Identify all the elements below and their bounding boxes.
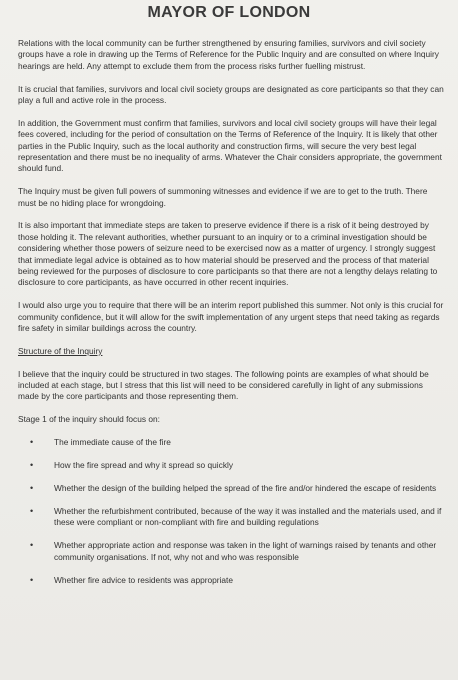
list-item — [18, 460, 444, 471]
list-item-text: Whether appropriate action and response was taken in the light of warnings raised by tenants and other community organisations. If not, why not and who was responsible — [54, 540, 437, 562]
list-item — [18, 540, 444, 563]
bullet-icon: • — [30, 574, 34, 585]
list-item-text: Whether the refurbishment contributed, because of the way it was installed and the materials used, and if these were compliant or non-compliant with fire and building regulations — [54, 506, 442, 528]
bullet-icon: • — [30, 483, 34, 494]
paragraph: Relations with the local community can be further strengthened by ensuring families, survivors and civil society groups have a role in drawing up the Terms of Reference for the Public Inquiry and are consulted on where Inquiry hearings are held. Any attempt to exclude them from the process risks further fuelling mistrust. — [18, 38, 439, 71]
stage-1-intro: Stage 1 of the inquiry should focus on: — [18, 414, 160, 425]
list-item-text: Whether fire advice to residents was appropriate — [54, 574, 234, 585]
paragraph: It is crucial that families, survivors and local civil society groups are designated as core participants so that they can play a full and active role in the process. — [18, 83, 444, 106]
list-item — [18, 483, 444, 494]
list-item-text: Whether the design of the building helped the spread of the fire and/or hindered the escape of residents — [54, 483, 437, 494]
paragraph: It is also important that immediate steps are taken to preserve evidence if there is a risk of it being destroyed by those holding it. The relevant authorities, whether pursuant to an inquiry or to a criminal investigation should be considering whether those powers of seizure need to be exercised now as a matter of urgency. I strongly suggest that immediate legal advice is obtained as to how material should be preserved and the process of that material being reviewed for the purposes of disclosure to core participants so that there are not a lengthy delays relating to disclosure to core participants, as have occurred in other recent inquiries. — [18, 220, 438, 288]
paragraph: I would also urge you to require that there will be an interim report published this summer. Not only is this crucial for community confidence, but it will allow for the swift implementation of any urgent steps that need taking as regards fire safety in similar buildings across the country. — [18, 300, 444, 334]
letterhead-title: MAYOR OF LONDON — [147, 4, 311, 21]
paragraph: In addition, the Government must confirm that families, survivors and local civil society groups will have their legal fees covered, including for the period of consultation on the Terms of Reference of the Inquiry. It is likely that other parties in the Public Inquiry, such as the local authority and construction firms, will secure the very best legal representation and there must be no inequality of arms. Whatever the Chair considers appropriate, the government should fund. — [18, 117, 442, 174]
bullet-icon: • — [30, 540, 34, 551]
list-item — [18, 575, 444, 586]
list-item — [18, 506, 444, 529]
letter-body — [18, 38, 444, 598]
bullet-icon: • — [30, 506, 34, 517]
list-item — [18, 437, 444, 448]
paragraph: The Inquiry must be given full powers of summoning witnesses and evidence if we are to get to the truth. There must be no hiding place for wrongdoing. — [18, 186, 428, 208]
section-heading: Structure of the Inquiry — [18, 345, 103, 356]
stage-1-list — [18, 437, 444, 586]
section-intro: I believe that the inquiry could be structured in two stages. The following points are examples of what should be included at each stage, but I stress that this list will need to be considered carefully in light of any submissions made by the core participants and those representing them. — [18, 368, 429, 402]
list-item-text: The immediate cause of the fire — [54, 437, 171, 448]
list-item-text: How the fire spread and why it spread so quickly — [54, 460, 234, 471]
bullet-icon: • — [30, 437, 34, 448]
bullet-icon: • — [30, 460, 34, 471]
